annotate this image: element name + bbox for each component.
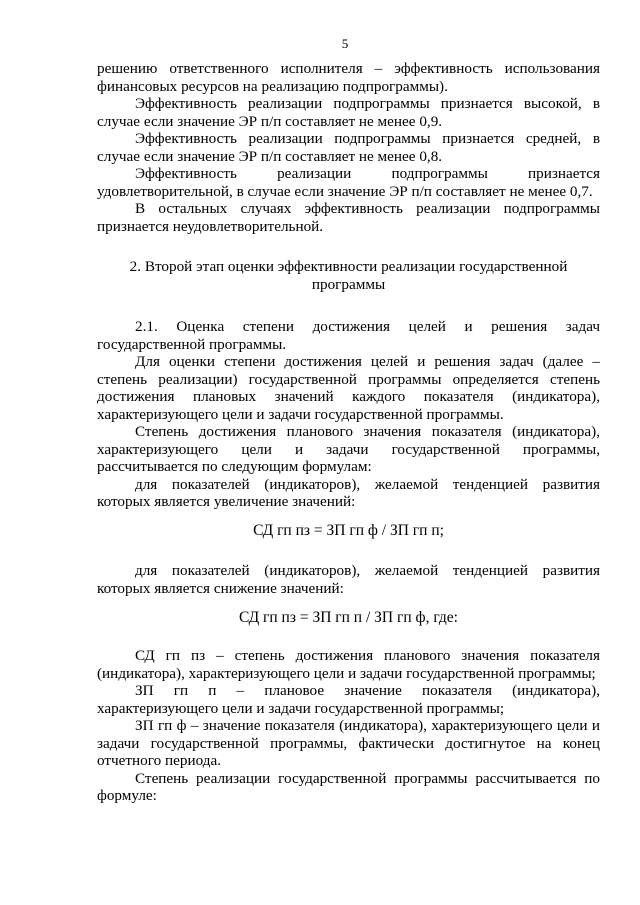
paragraph: ЗП гп ф – значение показателя (индикатора), характеризующего цели и задачи государственной программы, фактически достигнутое на конец отчетного периода. [97,717,600,769]
text-block-decrease [97,562,600,597]
heading-line: 2. Второй этап оценки эффективности реализации государственной [129,258,568,275]
paragraph: Степень реализации государственной программы рассчитывается по формуле: [97,769,600,804]
paragraph: Эффективность реализации подпрограммы признается удовлетворительной, в случае если значение ЭР п/п составляет не менее 0,7. [97,165,600,200]
paragraph: Для оценки степени достижения целей и решения задач (далее – степень реализации) государственной программы определяется степень достижения плановых значений каждого показателя (индикатора), характеризующего цели и задачи государственной программы. [97,353,600,423]
paragraph: 2.1. Оценка степени достижения целей и решения задач государственной программы. [97,318,600,353]
formula-decrease: СД гп пз = ЗП гп п / ЗП гп ф, где: [239,609,458,626]
page-number: 5 [341,36,349,51]
paragraph: ЗП гп п – плановое значение показателя (индикатора), характеризующего цели и задачи государственной программы; [97,682,600,717]
paragraph: Степень достижения планового значения показателя (индикатора), характеризующего цели и задачи государственной программы, рассчитывается по следующим формулам: [97,423,600,475]
heading-line: программы [311,276,386,293]
formula-increase: СД гп пз = ЗП гп ф / ЗП гп п; [253,522,444,539]
paragraph: Эффективность реализации подпрограммы признается средней, в случае если значение ЭР п/п составляет не менее 0,8. [97,130,600,165]
paragraph: решению ответственного исполнителя – эффективность использования финансовых ресурсов на реализацию подпрограммы). [97,60,600,95]
text-block-subprogram-efficiency [97,60,600,235]
paragraph: В остальных случаях эффективность реализации подпрограммы признается неудовлетворительной. [97,200,600,235]
text-block-definitions [97,647,600,805]
paragraph: Эффективность реализации подпрограммы признается высокой, в случае если значение ЭР п/п составляет не менее 0,9. [97,95,600,130]
paragraph: для показателей (индикаторов), желаемой тенденцией развития которых является увеличение значений: [97,475,600,510]
text-block-goal-achievement [97,318,600,511]
paragraph: для показателей (индикаторов), желаемой тенденцией развития которых является снижение значений: [97,562,600,597]
section-heading [97,258,600,294]
paragraph: СД гп пз – степень достижения планового значения показателя (индикатора), характеризующего цели и задачи государственной программы; [97,647,600,682]
